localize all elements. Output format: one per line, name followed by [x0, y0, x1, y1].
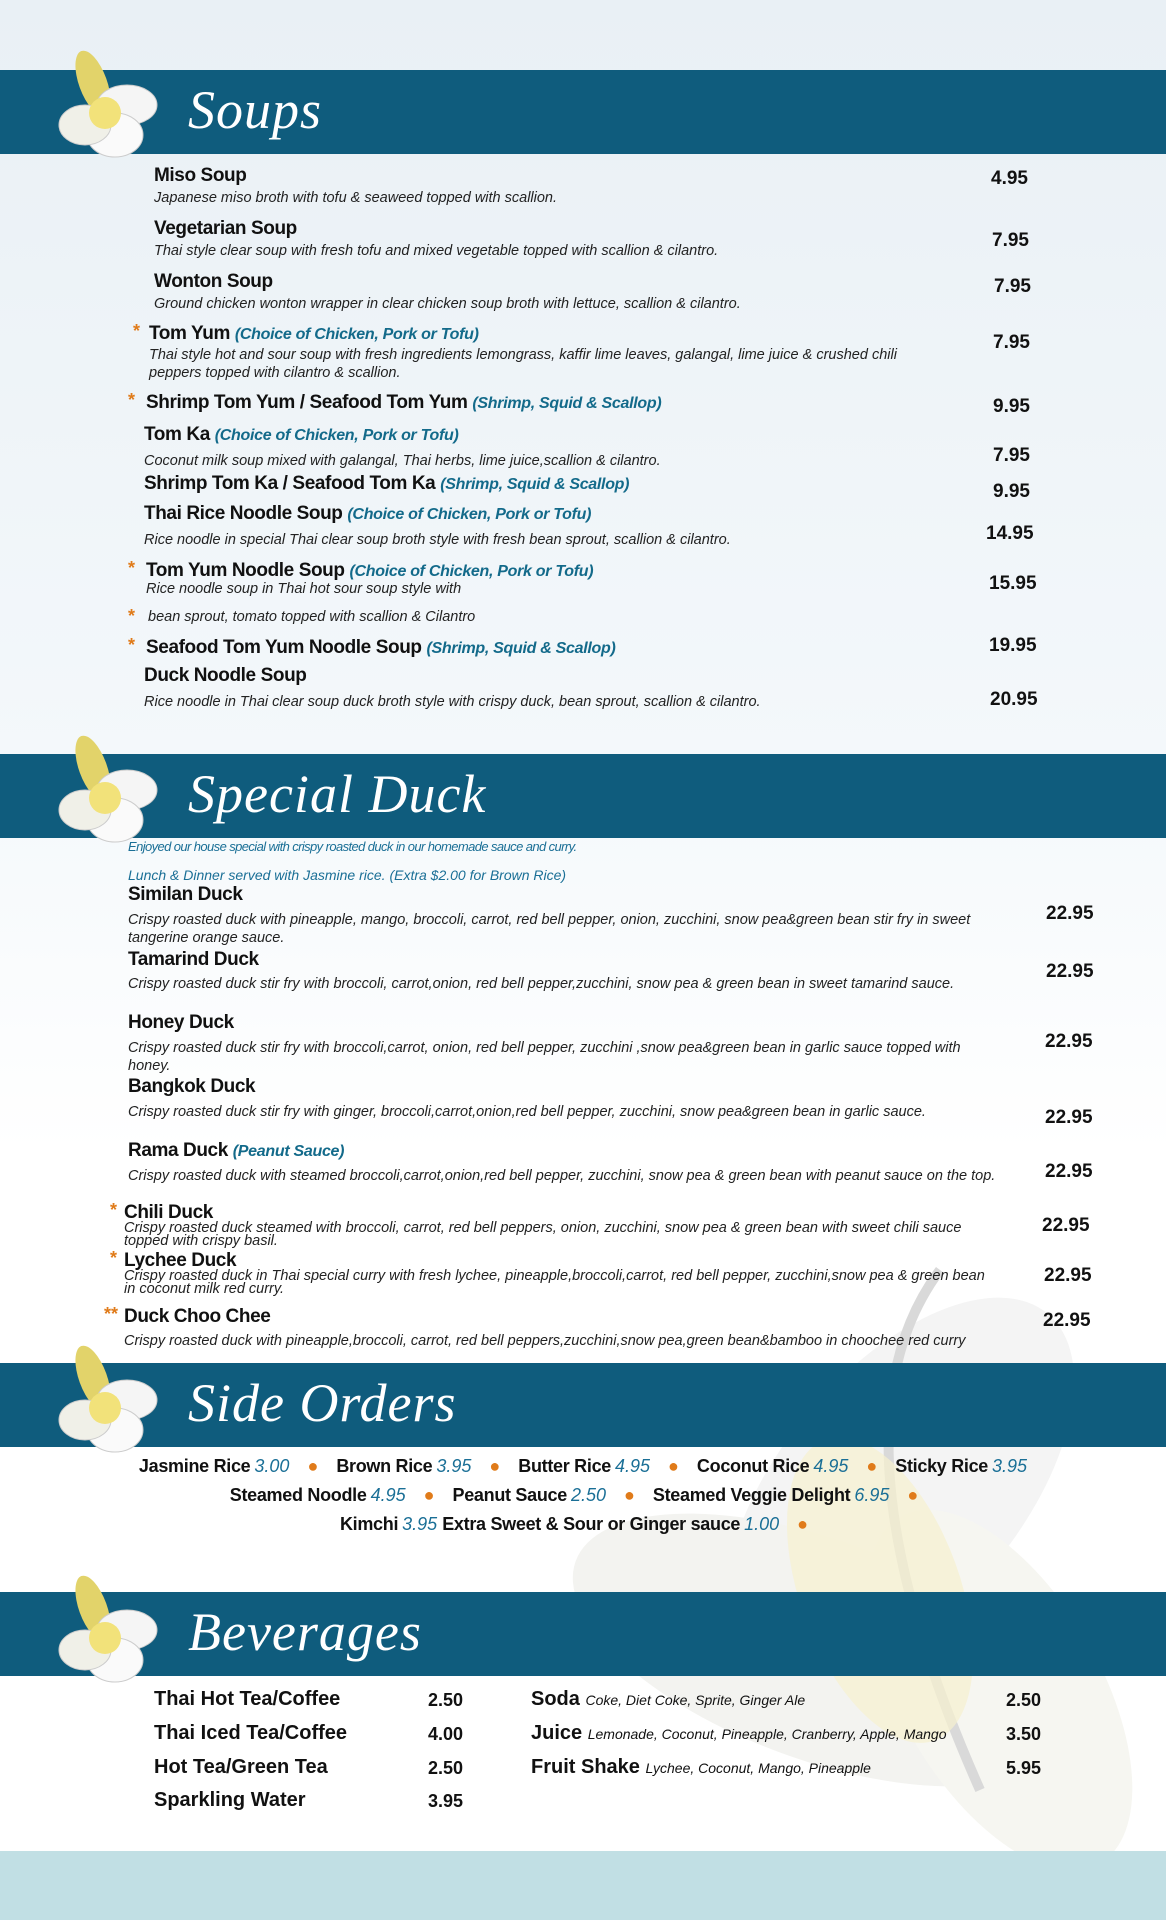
menu-item-price: 9.95	[993, 481, 1030, 502]
bullet-icon: ●	[907, 1485, 919, 1505]
menu-item-price: 22.95	[1046, 961, 1094, 982]
menu-item-name	[144, 424, 459, 446]
spicy-star-icon: *	[133, 321, 141, 341]
side-item: Sticky Rice 3.95	[895, 1456, 1028, 1476]
sides-row-2	[0, 1485, 1166, 1506]
menu-item-name	[128, 1076, 255, 1098]
menu-item-name	[146, 637, 615, 659]
menu-item-description: Thai style clear soup with fresh tofu and mixed vegetable topped with scallion & cilantro.	[154, 243, 719, 259]
menu-item-option: (Choice of Chicken, Pork or Tofu)	[214, 427, 459, 444]
menu-item-price: 22.95	[1045, 1031, 1093, 1052]
menu-item-description: Crispy roasted duck with steamed broccoli,carrot,onion,red bell pepper, zucchini, snow pea & green bean with peanut sauce on the top.	[128, 1168, 996, 1184]
spicy-star-icon: **	[104, 1304, 119, 1324]
menu-item-price: 4.95	[991, 168, 1028, 189]
menu-item-description: Rice noodle in special Thai clear soup broth style with fresh bean sprout, scallion & cilantro.	[144, 532, 731, 548]
duck-intro-line-1: Enjoyed our house special with crispy roasted duck in our homemade sauce and curry.	[128, 839, 577, 854]
menu-item-price: 15.95	[989, 573, 1037, 594]
menu-item-price: 22.95	[1045, 1161, 1093, 1182]
side-item: Kimchi 3.95	[339, 1514, 438, 1534]
menu-item-price: 7.95	[993, 332, 1030, 353]
menu-item-option: (Shrimp, Squid & Scallop)	[472, 395, 662, 412]
menu-item-price: 9.95	[993, 396, 1030, 417]
beverage-name: Sparkling Water	[154, 1789, 306, 1811]
frangipani-flower-icon	[45, 45, 165, 165]
beverage-price: 4.00	[428, 1724, 464, 1744]
beverage-price: 3.50	[1006, 1724, 1042, 1744]
menu-item-title: Tom Yum Noodle Soup	[146, 560, 345, 581]
menu-item-price: 22.95	[1045, 1107, 1093, 1128]
menu-item-name	[128, 949, 259, 971]
sides-row-1	[0, 1456, 1166, 1477]
beverages-header-band	[0, 1592, 1166, 1676]
footer-band	[0, 1851, 1166, 1920]
menu-item-option: (Peanut Sauce)	[232, 1143, 345, 1160]
menu-item-title: Chili Duck	[124, 1202, 213, 1223]
bullet-icon: ●	[423, 1485, 435, 1505]
menu-item-title: Bangkok Duck	[128, 1076, 256, 1097]
menu-item-description: Ground chicken wonton wrapper in clear chicken soup broth with lettuce, scallion & cilantro.	[154, 296, 741, 312]
menu-item-name	[144, 503, 591, 525]
menu-item-title: Tom Ka	[144, 424, 210, 445]
menu-item-description: Crispy roasted duck with pineapple, mango, broccoli, carrot, red bell pepper, onion, zucchini, snow pea&green bean stir fry in sweet tangerine orange sauce.	[128, 912, 971, 946]
menu-item-price: 7.95	[992, 230, 1029, 251]
bullet-icon: ●	[489, 1456, 501, 1476]
menu-item-title: Miso Soup	[154, 165, 247, 186]
menu-item-name	[144, 665, 307, 687]
soups-header-band	[0, 70, 1166, 154]
menu-item-price: 7.95	[994, 276, 1031, 297]
beverage-options: Lemonade, Coconut, Pineapple, Cranberry, Apple, Mango	[587, 1726, 947, 1742]
menu-item-description: Rice noodle soup in Thai hot sour soup style with	[146, 581, 462, 597]
menu-item-price: 22.95	[1044, 1265, 1092, 1286]
menu-item-title: Duck Choo Chee	[124, 1306, 271, 1327]
menu-item-title: Honey Duck	[128, 1012, 234, 1033]
menu-item-description: Crispy roasted duck steamed with broccoli, carrot, red bell peppers, onion, zucchini, snow pea & green bean with sweet chili sauce topped with crispy basil.	[124, 1220, 962, 1249]
spicy-star-icon: *	[128, 390, 136, 410]
menu-item-price: 22.95	[1046, 903, 1094, 924]
menu-item-option: (Shrimp, Squid & Scallop)	[440, 476, 630, 493]
menu-item-name	[149, 323, 479, 345]
soups-title: Soups	[188, 80, 323, 140]
duck-intro-line-2: Lunch & Dinner served with Jasmine rice. (Extra $2.00 for Brown Rice)	[128, 867, 567, 883]
beverage-name: Hot Tea/Green Tea	[154, 1756, 328, 1778]
menu-item-description: bean sprout, tomato topped with scallion & Cilantro	[148, 609, 476, 625]
menu-item-title: Lychee Duck	[124, 1250, 237, 1271]
spicy-star-icon: *	[128, 635, 136, 655]
spicy-star-icon: *	[110, 1200, 118, 1220]
menu-item-title: Wonton Soup	[154, 271, 273, 292]
menu-item-name	[146, 560, 593, 582]
menu-item-description: Rice noodle in Thai clear soup duck broth style with crispy duck, bean sprout, scallion & cilantro.	[144, 694, 761, 710]
bullet-icon: ●	[624, 1485, 635, 1505]
menu-item-title: Shrimp Tom Yum / Seafood Tom Yum	[146, 392, 468, 413]
menu-item-name	[128, 1012, 234, 1034]
side-item: Extra Sweet & Sour or Ginger sauce 1.00	[442, 1514, 780, 1534]
beverages-title: Beverages	[188, 1602, 422, 1662]
side-item: Steamed Veggie Delight 6.95	[652, 1485, 890, 1505]
beverage-price: 2.50	[428, 1758, 464, 1778]
beverage-price: 3.95	[428, 1791, 464, 1811]
menu-item-description: Crispy roasted duck stir fry with broccoli, carrot,onion, red bell pepper,zucchini, snow pea & green bean in sweet tamarind sauce.	[128, 976, 955, 992]
menu-item-title: Tom Yum	[149, 323, 230, 344]
bullet-icon: ●	[307, 1456, 319, 1476]
menu-item-description: Crispy roasted duck with pineapple,broccoli, carrot, red bell peppers,zucchini,snow pea,green bean&bamboo in choochee red curry	[124, 1333, 966, 1349]
menu-item-description: Coconut milk soup mixed with galangal, Thai herbs, lime juice,scallion & cilantro.	[144, 453, 661, 469]
menu-item-name	[154, 165, 246, 187]
menu-item-title: Rama Duck	[128, 1140, 228, 1161]
beverage-name: Thai Iced Tea/Coffee	[154, 1722, 348, 1744]
menu-item-name	[128, 1140, 344, 1162]
beverage-price: 2.50	[1006, 1690, 1042, 1710]
side-item: Steamed Noodle 4.95	[229, 1485, 406, 1505]
menu-item-title: Thai Rice Noodle Soup	[144, 503, 343, 524]
frangipani-flower-icon	[45, 1570, 165, 1690]
frangipani-flower-icon	[45, 730, 165, 850]
menu-item-price: 22.95	[1043, 1310, 1091, 1331]
side-item: Jasmine Rice 3.00	[138, 1456, 290, 1476]
menu-item-name	[128, 884, 243, 906]
side-item: Coconut Rice 4.95	[696, 1456, 849, 1476]
beverage-name: Thai Hot Tea/Coffee	[154, 1688, 341, 1710]
beverage-options: Coke, Diet Coke, Sprite, Ginger Ale	[585, 1692, 806, 1708]
beverage-name: Soda Coke, Diet Coke, Sprite, Ginger Ale	[531, 1688, 806, 1710]
menu-item-description: Crispy roasted duck stir fry with ginger, broccoli,carrot,onion,red bell pepper, zucchini, snow pea&green bean in garlic sauce.	[128, 1104, 926, 1120]
sides-header-band	[0, 1363, 1166, 1447]
menu-item-name	[146, 392, 661, 414]
beverage-name: Fruit Shake Lychee, Coconut, Mango, Pineapple	[531, 1756, 871, 1778]
menu-item-title: Tamarind Duck	[128, 949, 259, 970]
sides-title: Side Orders	[188, 1373, 457, 1433]
beverage-name: Juice Lemonade, Coconut, Pineapple, Cranberry, Apple, Mango	[531, 1722, 947, 1744]
menu-item-title: Seafood Tom Yum Noodle Soup	[146, 637, 422, 658]
side-item: Brown Rice 3.95	[336, 1456, 472, 1476]
menu-item-description: Crispy roasted duck stir fry with broccoli,carrot, onion, red bell pepper, zucchini ,snow pea&green bean in garlic sauce topped with honey.	[128, 1040, 961, 1074]
bullet-icon: ●	[866, 1456, 878, 1476]
bullet-icon: ●	[797, 1514, 809, 1534]
bullet-icon: ●	[668, 1456, 679, 1476]
menu-item-name	[144, 473, 629, 495]
menu-item-price: 22.95	[1042, 1215, 1090, 1236]
menu-item-title: Duck Noodle Soup	[144, 665, 307, 686]
duck-header-band	[0, 754, 1166, 838]
menu-item-price: 7.95	[993, 445, 1030, 466]
frangipani-flower-icon	[45, 1340, 165, 1460]
menu-item-name	[154, 218, 297, 240]
menu-item-option: (Choice of Chicken, Pork or Tofu)	[234, 326, 479, 343]
spicy-star-icon: *	[128, 606, 136, 626]
menu-item-option: (Shrimp, Squid & Scallop)	[426, 640, 616, 657]
beverage-price: 2.50	[428, 1690, 464, 1710]
menu-item-name	[124, 1306, 270, 1328]
beverage-options: Lychee, Coconut, Mango, Pineapple	[645, 1760, 871, 1776]
menu-item-description: Thai style hot and sour soup with fresh ingredients lemongrass, kaffir lime leaves, galangal, lime juice & crushed chili peppers topped with cilantro & scallion.	[149, 347, 897, 381]
menu-item-description: Crispy roasted duck in Thai special curry with fresh lychee, pineapple,broccoli,carrot, red bell pepper, zucchini,snow pea & green bean in coconut milk red curry.	[124, 1268, 985, 1297]
side-item: Peanut Sauce 2.50	[452, 1485, 606, 1505]
spicy-star-icon: *	[110, 1248, 118, 1268]
menu-item-price: 20.95	[990, 689, 1038, 710]
menu-item-description: Japanese miso broth with tofu & seaweed topped with scallion.	[154, 190, 558, 206]
menu-item-name	[154, 271, 273, 293]
duck-title: Special Duck	[188, 764, 487, 824]
beverage-price: 5.95	[1006, 1758, 1042, 1778]
spicy-star-icon: *	[128, 558, 136, 578]
menu-item-price: 14.95	[986, 523, 1034, 544]
menu-item-option: (Choice of Chicken, Pork or Tofu)	[347, 506, 592, 523]
menu-item-option: (Choice of Chicken, Pork or Tofu)	[349, 563, 594, 580]
menu-item-title: Similan Duck	[128, 884, 243, 905]
menu-item-price: 19.95	[989, 635, 1037, 656]
sides-row-3	[0, 1514, 1166, 1535]
menu-item-title: Shrimp Tom Ka / Seafood Tom Ka	[144, 473, 436, 494]
menu-item-title: Vegetarian Soup	[154, 218, 297, 239]
side-item: Butter Rice 4.95	[518, 1456, 651, 1476]
